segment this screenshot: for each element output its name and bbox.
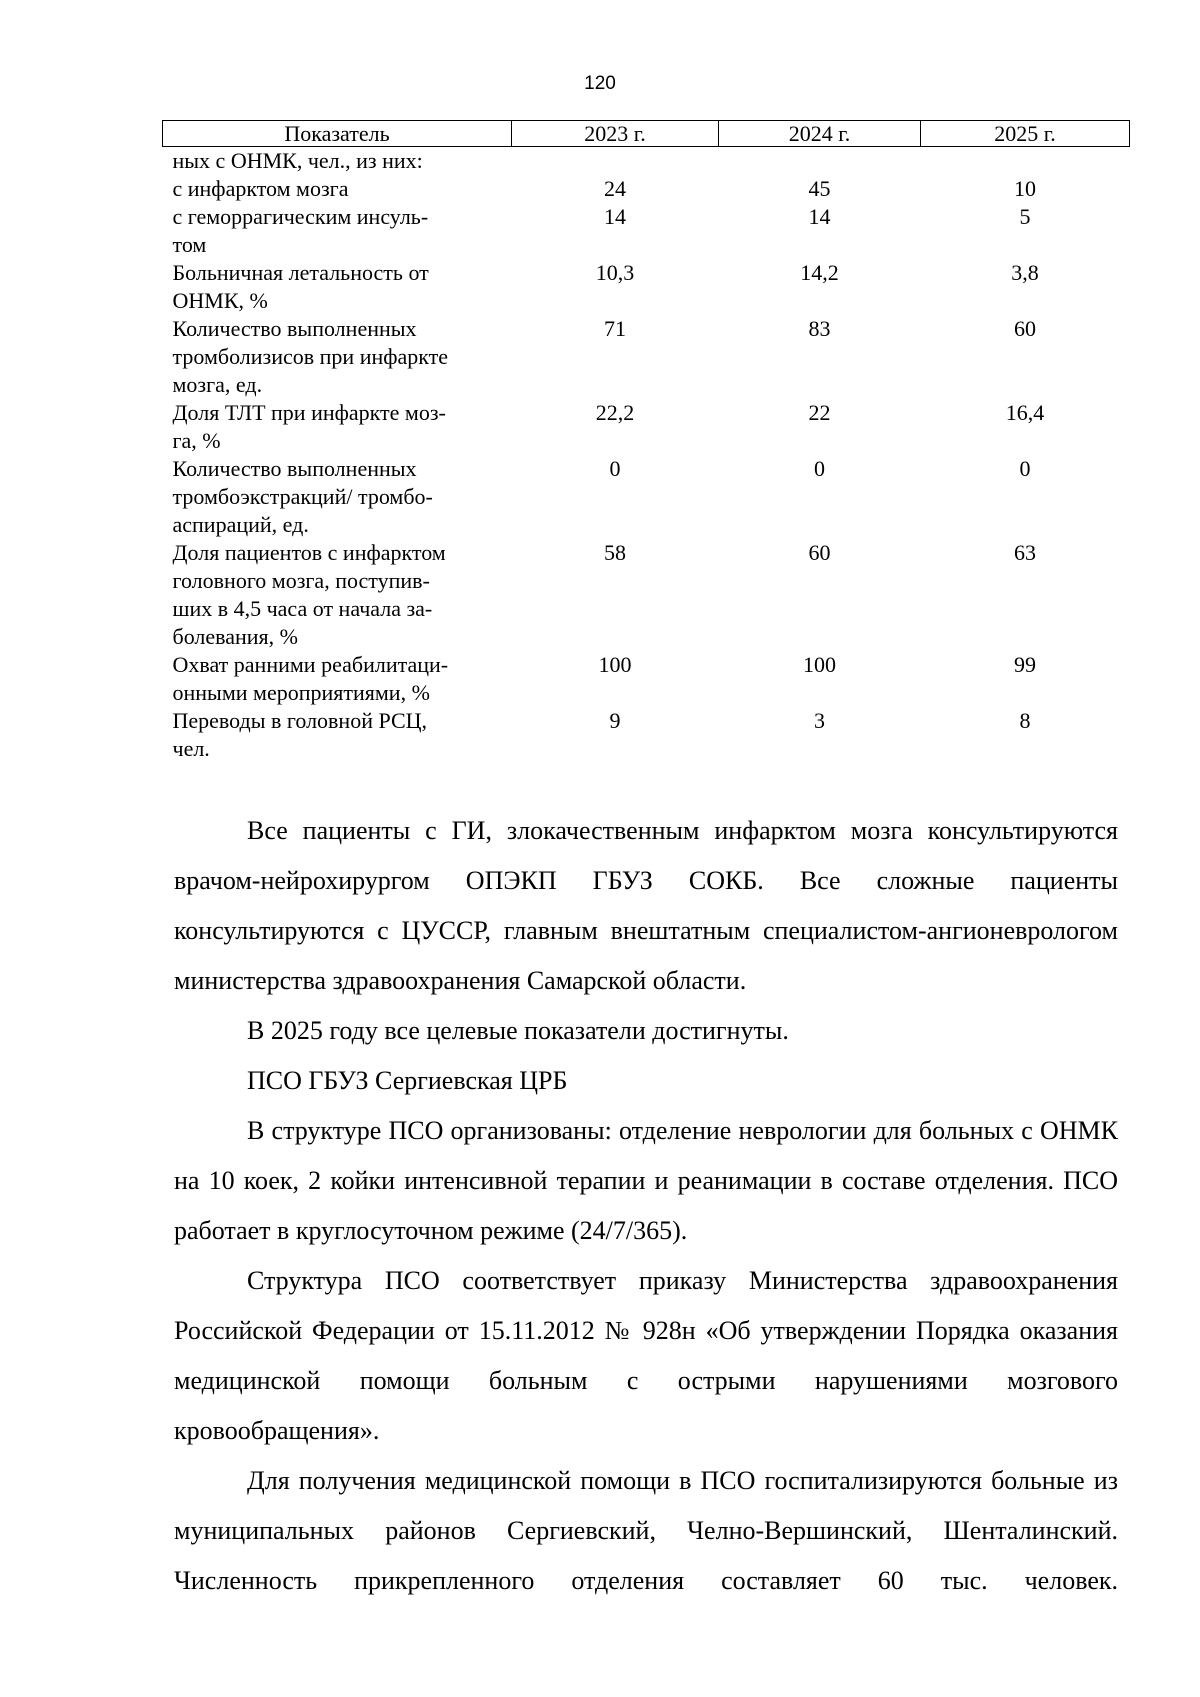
value-2025: 99	[1014, 652, 1036, 677]
row-label: Доля пациентов с инфарктом головного мозга, поступив- ших в 4,5 часа от начала за- болевания, %	[172, 540, 446, 649]
table-row	[163, 455, 1130, 539]
value-2023: 0	[609, 456, 621, 481]
paragraph-targets-achieved: В 2025 году все целевые показатели достигнуты.	[247, 1016, 789, 1045]
row-label: Количество выполненных тромболизисов при инфаркте мозга, ед.	[172, 316, 449, 397]
value-2023: 14	[604, 204, 626, 229]
value-2023: 71	[604, 316, 626, 341]
row-label: ных с ОНМК, чел., из них:	[172, 148, 423, 173]
row-label: Переводы в головной РСЦ, чел.	[172, 708, 428, 761]
value-2025: 8	[1019, 708, 1031, 733]
value-2024: 60	[808, 540, 831, 565]
value-2024: 14,2	[800, 260, 839, 285]
value-2023: 22,2	[595, 400, 635, 425]
value-2025: 0	[1019, 456, 1031, 481]
header-indicator: Показатель	[163, 121, 512, 147]
value-2024	[719, 147, 921, 176]
value-2023: 10,3	[595, 260, 635, 285]
value-2024: 14	[808, 204, 831, 229]
table-row	[163, 315, 1130, 399]
header-2024: 2024 г.	[719, 121, 921, 147]
row-label: Доля ТЛТ при инфаркте моз- га, %	[172, 400, 446, 453]
paragraph-consultations: Все пациенты с ГИ, злокачественным инфарктом мозга консультируются врачом-нейрохирургом ОПЭКП ГБУЗ СОКБ. Все сложные пациенты консультируются с ЦУССР, главным внештатным специалистом-ангионеврологом министерства здравоохранения Самарской области.	[174, 816, 1118, 995]
value-2025	[921, 147, 1130, 176]
table-row	[163, 203, 1130, 259]
table-row	[163, 175, 1130, 203]
table-row	[163, 147, 1130, 176]
indicators-table	[162, 120, 1130, 763]
row-label: Количество выполненных тромбоэкстракций/ тромбо- аспираций, ед.	[172, 456, 433, 537]
value-2024: 3	[814, 708, 825, 733]
value-2023: 9	[609, 708, 621, 733]
paragraph-hospitalization: Для получения медицинской помощи в ПСО госпитализируются больные из муниципальных районов Сергиевский, Челно-Вершинский, Шенталинский. Численность прикрепленного отделения составляет 60 тыс. человек.	[174, 1466, 1118, 1595]
table-row	[163, 651, 1130, 707]
value-2024: 0	[814, 456, 825, 481]
row-label: Больничная летальность от ОНМК, %	[172, 260, 429, 313]
page-number: 120	[584, 73, 616, 94]
table-header-row	[163, 121, 1130, 147]
value-2023: 58	[604, 540, 626, 565]
value-2024: 45	[808, 176, 831, 201]
paragraph-order-compliance: Структура ПСО соответствует приказу Министерства здравоохранения Российской Федерации от 15.11.2012 № 928н «Об утверждении Порядка оказания медицинской помощи больным с острыми нарушениями мозгового кровообращения».	[174, 1266, 1118, 1445]
table-row	[163, 707, 1130, 763]
table-row	[163, 399, 1130, 455]
value-2025: 63	[1014, 540, 1036, 565]
table-row	[163, 259, 1130, 315]
value-2025: 16,4	[1005, 400, 1045, 425]
value-2023: 100	[598, 652, 632, 677]
indicators-table-container	[162, 120, 1129, 763]
value-2025: 3,8	[1011, 260, 1039, 285]
value-2025: 60	[1014, 316, 1036, 341]
section-heading-pso: ПСО ГБУЗ Сергиевская ЦРБ	[247, 1066, 568, 1095]
value-2025: 5	[1019, 204, 1031, 229]
value-2023	[512, 147, 719, 176]
value-2024: 100	[803, 652, 836, 677]
header-2025: 2025 г.	[921, 121, 1130, 147]
value-2024: 83	[808, 316, 831, 341]
value-2025: 10	[1014, 176, 1036, 201]
value-2023: 24	[604, 176, 626, 201]
value-2024: 22	[808, 400, 831, 425]
table-body	[163, 147, 1130, 764]
header-2023: 2023 г.	[512, 121, 719, 147]
table-row	[163, 539, 1130, 651]
row-label: Охват ранними реабилитаци- онными мероприятиями, %	[172, 652, 449, 705]
paragraph-structure: В структуре ПСО организованы: отделение неврологии для больных с ОНМК на 10 коек, 2 койки интенсивной терапии и реанимации в составе отделения. ПСО работает в круглосуточном режиме (24/7/365).	[174, 1116, 1118, 1245]
row-label: с инфарктом мозга	[172, 176, 349, 201]
row-label: с геморрагическим инсуль- том	[172, 204, 429, 257]
body-text	[174, 806, 1118, 1606]
